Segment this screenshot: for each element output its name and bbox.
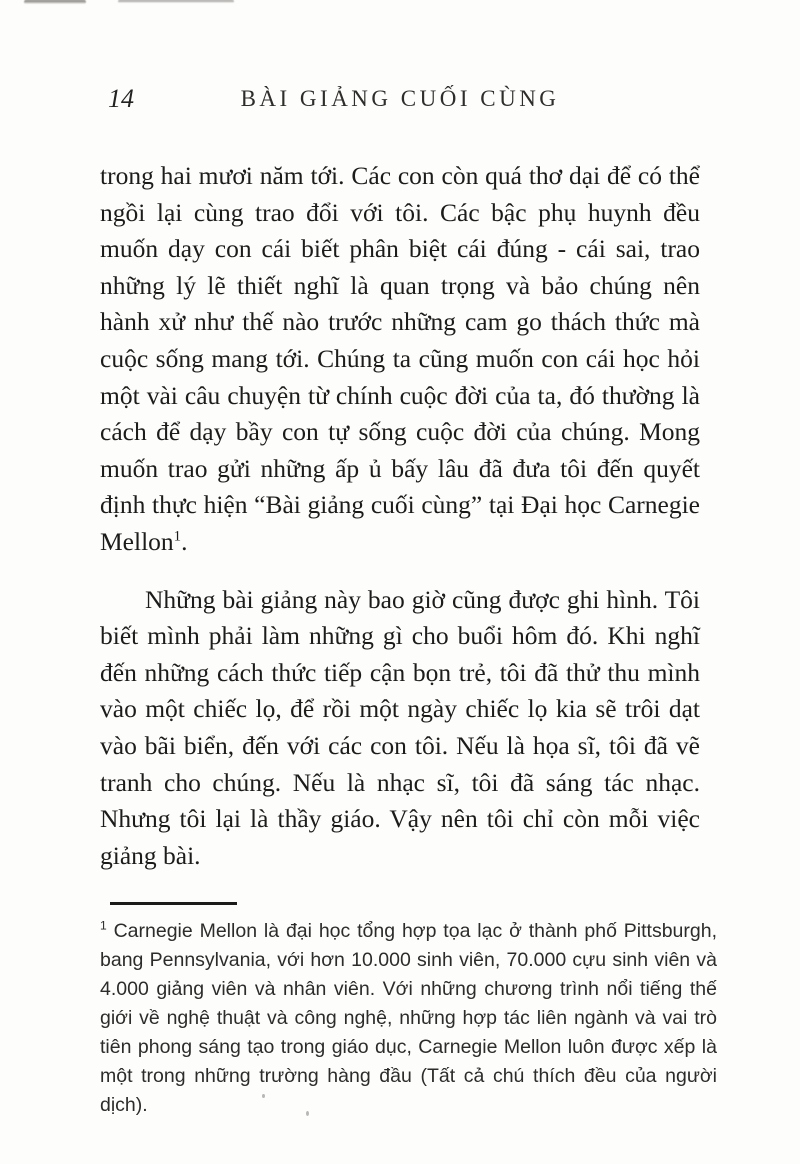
footnote-marker: 1 xyxy=(100,918,107,933)
scan-artifact xyxy=(118,0,234,3)
body-text xyxy=(100,158,700,874)
scan-speck xyxy=(262,1094,265,1098)
paragraph xyxy=(100,158,700,561)
scan-speck xyxy=(306,1111,309,1116)
footnote-rule xyxy=(110,902,237,905)
paragraph-text: trong hai mươi năm tới. Các con còn quá thơ dại để có thể ngồi lại cùng trao đổi với tôi. Các bậc phụ huynh đều muốn dạy con cái biết phân biệt cái đúng - cái sai, trao những lý lẽ thiết nghĩ là quan trọng và bảo chúng nên hành xử như thế nào trước những cam go thách thức mà cuộc sống mang tới. Chúng ta cũng muốn con cái học hỏi một vài câu chuyện từ chính cuộc đời của ta, đó thường là cách để dạy bầy con tự sống cuộc đời của chúng. Mong muốn trao gửi những ấp ủ bấy lâu đã đưa tôi đến quyết định thực hiện “Bài giảng cuối cùng” tại Đại học Carnegie Mellon xyxy=(100,161,700,556)
running-header-title: BÀI GIẢNG CUỐI CÙNG xyxy=(240,86,560,111)
footnote xyxy=(100,917,717,1120)
footnote-text: Carnegie Mellon là đại học tổng hợp tọa lạc ở thành phố Pittsburgh, bang Pennsylvania, với hơn 10.000 sinh viên, 70.000 cựu sinh viên và 4.000 giảng viên và nhân viên. Với những chương trình nổi tiếng thế giới về nghệ thuật và công nghệ, những hợp tác liên ngành và vai trò tiên phong sáng tạo trong giáo dục, Carnegie Mellon luôn được xếp là một trong những trường hàng đầu (Tất cả chú thích đều của người dịch). xyxy=(100,920,718,1116)
scan-artifact xyxy=(24,0,86,4)
paragraph-text: . xyxy=(181,526,188,556)
page-number: 14 xyxy=(108,84,134,113)
footnote-reference: 1 xyxy=(173,528,182,545)
paragraph-text: Những bài giảng này bao giờ cũng được ghi hình. Tôi biết mình phải làm những gì cho buổi hôm đó. Khi nghĩ đến những cách thức tiếp cận bọn trẻ, tôi đã thử thu mình vào một chiếc lọ, để rồi một ngày chiếc lọ kia sẽ trôi dạt vào bãi biển, đến với các con tôi. Nếu là họa sĩ, tôi đã vẽ tranh cho chúng. Nếu là nhạc sĩ, tôi đã sáng tác nhạc. Nhưng tôi lại là thầy giáo. Vậy nên tôi chỉ còn mỗi việc giảng bài. xyxy=(100,584,700,870)
paragraph xyxy=(100,582,700,875)
